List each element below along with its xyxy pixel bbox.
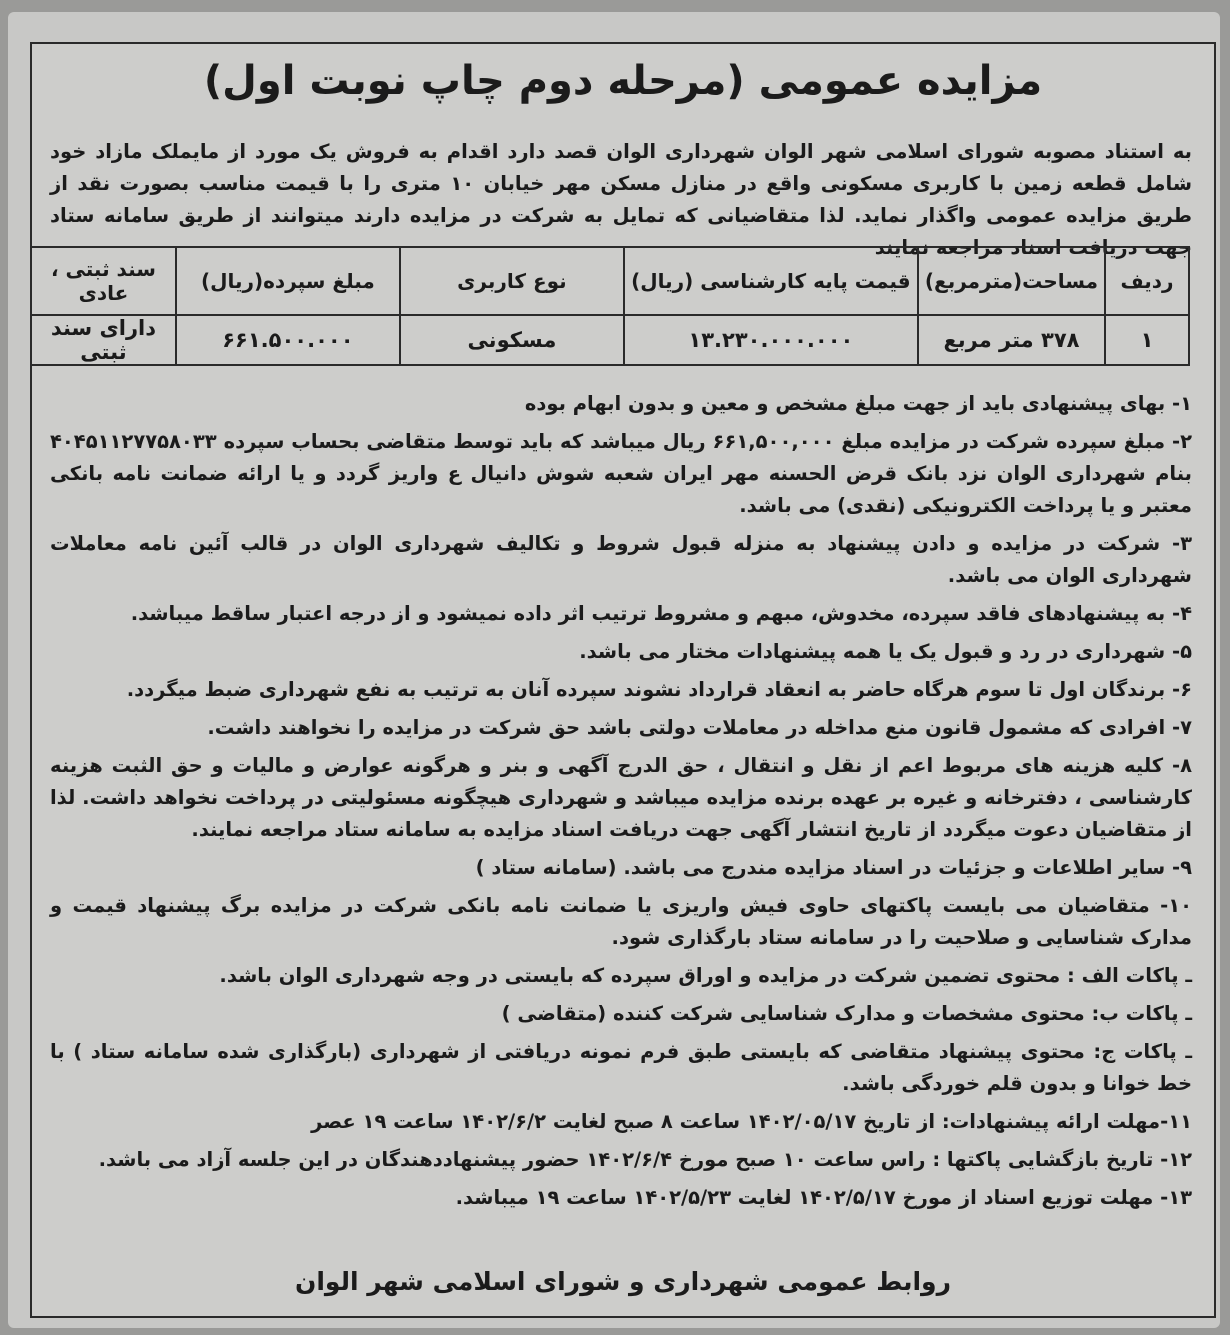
condition-item: ۱۲- تاریخ بازگشایی پاکتها : راس ساعت ۱۰ صبح مورخ ۱۴۰۲/۶/۴ حضور پیشنهاددهندگان در این جلسه آزاد می باشد. (98, 1148, 1192, 1171)
newspaper-clipping (8, 12, 1220, 1328)
table-header-cell: مبلغ سپرده(ریال) (176, 247, 400, 315)
table-header-cell: سند ثبتی ، عادی (31, 247, 176, 315)
condition-item: ۳- شرکت در مزایده و دادن پیشنهاد به منزله قبول شروط و تکالیف شهرداری الوان در قالب آئین نامه معاملات شهرداری الوان می باشد. (50, 532, 1192, 587)
condition-item: ۱۱-مهلت ارائه پیشنهادات: از تاریخ ۱۴۰۲/۰۵/۱۷ ساعت ۸ صبح لغایت ۱۴۰۲/۶/۲ ساعت ۱۹ عصر (311, 1110, 1192, 1133)
table-row (31, 315, 1189, 365)
conditions-list (50, 388, 1192, 1220)
condition-item: ۱۰- متقاضیان می بایست پاکتهای حاوی فیش واریزی یا ضمانت نامه بانکی شرکت در مزایده برگ پیشنهاد قیمت و مدارک شناسایی و صلاحیت را در سامانه ستاد بارگذاری شود. (50, 894, 1192, 949)
table-cell: ۳۷۸ متر مربع (918, 315, 1105, 365)
table-header-row (31, 247, 1189, 315)
table-header-cell: ردیف (1105, 247, 1189, 315)
condition-item: ۹- سایر اطلاعات و جزئیات در اسناد مزایده مندرج می باشد. (سامانه ستاد ) (475, 856, 1192, 879)
condition-item: ـ پاکات ج: محتوی پیشنهاد متقاضی که بایستی طبق فرم نمونه دریافتی از شهرداری (بارگذاری شده سامانه ستاد ) با خط خوانا و بدون قلم خوردگی باشد. (50, 1040, 1192, 1095)
table-cell: ۱۳.۲۳۰.۰۰۰.۰۰۰ (624, 315, 918, 365)
table-cell: مسکونی (400, 315, 624, 365)
condition-item: ۸- کلیه هزینه های مربوط اعم از نقل و انتقال ، حق الدرج آگهی و بنر و هرگونه عوارض و مالیات و حق الثبت هزینه کارشناسی ، دفترخانه و غیره بر عهده برنده مزایده میباشد و شهرداری هیچگونه مسئولیتی در پرداخت نخواهد داشت. لذا از متقاضیان دعوت میگردد از تاریخ انتشار آگهی جهت دریافت اسناد مزایده به سامانه ستاد مراجعه نمایند. (50, 754, 1192, 841)
notice-intro: به استناد مصوبه شورای اسلامی شهر الوان شهرداری الوان قصد دارد اقدام به فروش یک مورد از مایملک مازاد خود شامل قطعه زمین با کاربری مسکونی واقع در منازل مسکن مهر خیابان ۱۰ متری را با قیمت مناسب بصورت نقد از طریق مزایده عمومی واگذار نماید. لذا متقاضیانی که تمایل به شرکت در مزایده دارند میتوانند از طریق سامانه ستاد جهت دریافت اسناد مراجعه نمایند (50, 140, 1192, 259)
condition-item: ۴- به پیشنهادهای فاقد سپرده، مخدوش، مبهم و مشروط ترتیب اثر داده نمیشود و از درجه اعتبار ساقط میباشد. (130, 602, 1192, 625)
table-header-cell: قیمت پایه کارشناسی (ریال) (624, 247, 918, 315)
table-header-cell: نوع کاربری (400, 247, 624, 315)
condition-item: ۱۳- مهلت توزیع اسناد از مورخ ۱۴۰۲/۵/۱۷ لغایت ۱۴۰۲/۵/۲۳ ساعت ۱۹ میباشد. (455, 1186, 1192, 1209)
notice-title: مزایده عمومی (مرحله دوم چاپ نوبت اول) (203, 58, 1043, 104)
table-cell: ۶۶۱.۵۰۰.۰۰۰ (176, 315, 400, 365)
condition-item: ۵- شهرداری در رد و قبول یک یا همه پیشنهادات مختار می باشد. (579, 640, 1192, 663)
condition-item: ـ پاکات ب: محتوی مشخصات و مدارک شناسایی شرکت کننده (متقاضی ) (501, 1002, 1192, 1025)
condition-item: ۶- برندگان اول تا سوم هرگاه حاضر به انعقاد قرارداد نشوند سپرده آنان به ترتیب به نفع شهرداری ضبط میگردد. (126, 678, 1192, 701)
auction-table (30, 246, 1190, 366)
table-cell: ۱ (1105, 315, 1189, 365)
condition-item: ۱- بهای پیشنهادی باید از جهت مبلغ مشخص و معین و بدون ابهام بوده (524, 392, 1192, 415)
notice-box (30, 42, 1216, 1318)
table-header-cell: مساحت(مترمربع) (918, 247, 1105, 315)
condition-item: ۲- مبلغ سپرده شرکت در مزایده مبلغ ۶۶۱,۵۰۰,۰۰۰ ریال میباشد که باید توسط متقاضی بحساب سپرده ۴۰۴۵۱۱۲۷۷۵۸۰۳۳ بنام شهرداری الوان نزد بانک قرض الحسنه مهر ایران شعبه شوش دانیال ع واریز گردد و یا ارائه ضمانت نامه بانکی معتبر و یا پرداخت الکترونیکی (نقدی) می باشد. (50, 430, 1192, 517)
condition-item: ۷- افرادی که مشمول قانون منع مداخله در معاملات دولتی باشد حق شرکت در مزایده را نخواهند داشت. (207, 716, 1192, 739)
table-cell: دارای سند ثبتی (31, 315, 176, 365)
condition-item: ـ پاکات الف : محتوی تضمین شرکت در مزایده و اوراق سپرده که بایستی در وجه شهرداری الوان باشد. (219, 964, 1192, 987)
notice-footer: روابط عمومی شهرداری و شورای اسلامی شهر الوان (295, 1267, 951, 1296)
